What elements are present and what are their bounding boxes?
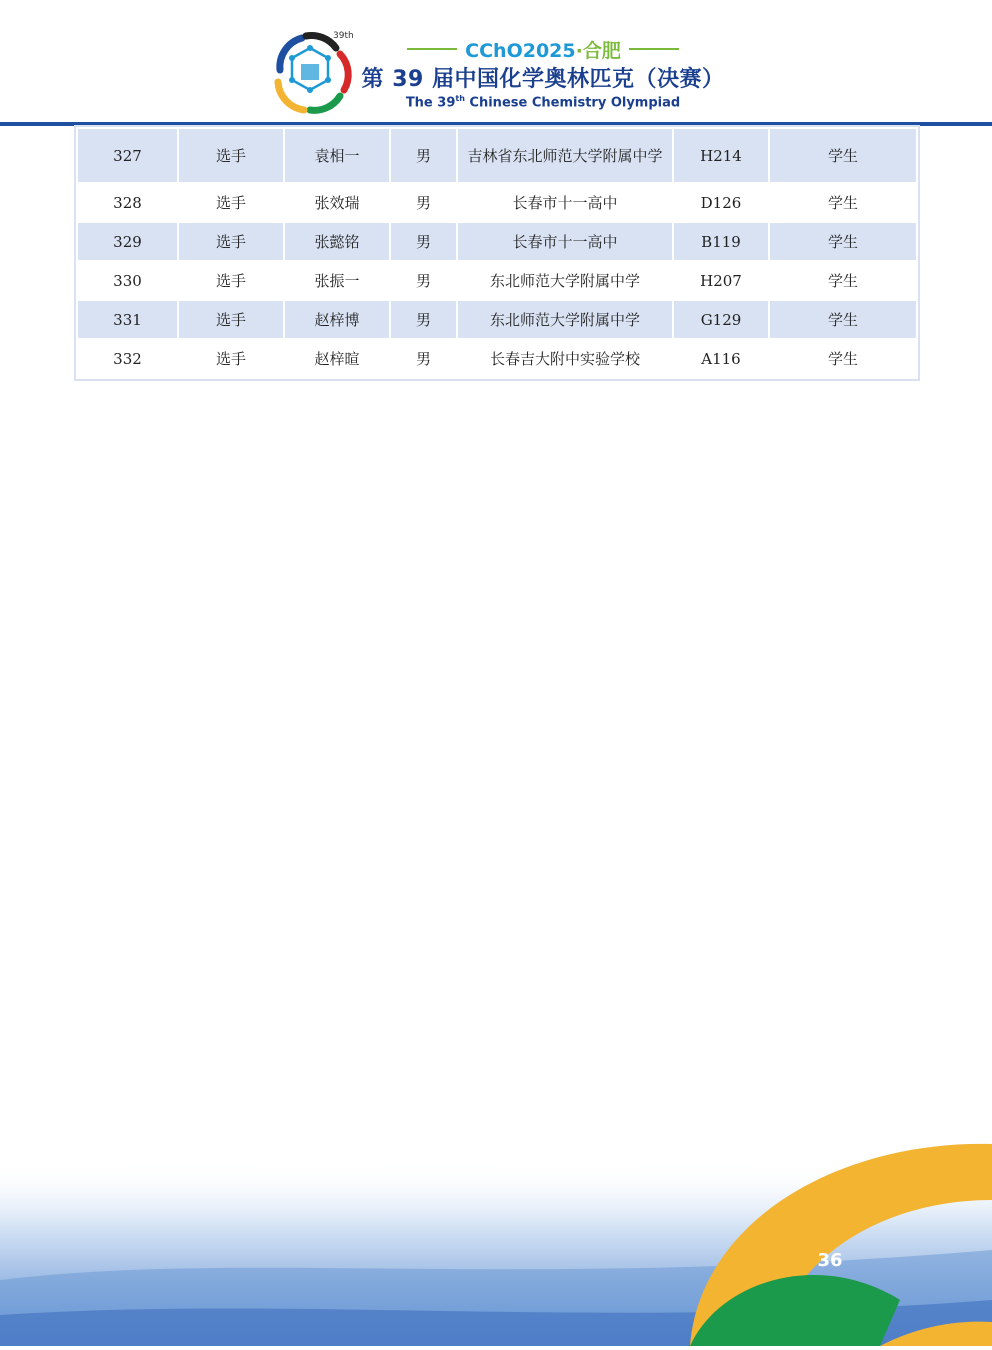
wave-decoration-icon (0, 1130, 992, 1346)
cell-gender: 男 (390, 222, 457, 261)
page-header (0, 0, 992, 128)
cell-type: 学生 (769, 128, 917, 183)
cell-name: 张效瑞 (284, 183, 390, 222)
cell-gender: 男 (390, 261, 457, 300)
cell-role: 选手 (178, 300, 284, 339)
cell-no: 331 (77, 300, 178, 339)
cell-name: 张懿铭 (284, 222, 390, 261)
cell-id: A116 (673, 339, 769, 378)
cell-gender: 男 (390, 183, 457, 222)
cell-school: 吉林省东北师范大学附属中学 (457, 128, 673, 183)
event-code: CChO2025·合肥 (465, 39, 621, 62)
footer-waves (0, 1130, 992, 1346)
event-code-line (396, 36, 690, 62)
logo-edition-label: 39th (333, 31, 354, 41)
cell-type: 学生 (769, 300, 917, 339)
participant-table (76, 127, 918, 379)
event-title-cn: 第 39 届中国化学奥林匹克（决赛） (361, 67, 725, 92)
ccho-logo-icon (266, 30, 354, 116)
cell-role: 选手 (178, 128, 284, 183)
cell-no: 327 (77, 128, 178, 183)
cell-gender: 男 (390, 339, 457, 378)
cell-id: H207 (673, 261, 769, 300)
page-number: 36 (817, 1250, 843, 1271)
cell-no: 330 (77, 261, 178, 300)
cell-school: 长春市十一高中 (457, 183, 673, 222)
event-city: 合肥 (582, 39, 621, 62)
cell-type: 学生 (769, 339, 917, 378)
cell-name: 张振一 (284, 261, 390, 300)
cell-type: 学生 (769, 183, 917, 222)
table-row (77, 339, 917, 378)
table-row (77, 128, 917, 183)
cell-id: B119 (673, 222, 769, 261)
cell-school: 东北师范大学附属中学 (457, 261, 673, 300)
cell-name: 赵梓博 (284, 300, 390, 339)
cell-role: 选手 (178, 261, 284, 300)
cell-school: 长春市十一高中 (457, 222, 673, 261)
table-row (77, 183, 917, 222)
cell-id: G129 (673, 300, 769, 339)
cell-name: 袁相一 (284, 128, 390, 183)
cell-type: 学生 (769, 261, 917, 300)
cell-school: 东北师范大学附属中学 (457, 300, 673, 339)
cell-no: 329 (77, 222, 178, 261)
table-row (77, 222, 917, 261)
cell-name: 赵梓暄 (284, 339, 390, 378)
cell-school: 长春吉大附中实验学校 (457, 339, 673, 378)
cell-no: 328 (77, 183, 178, 222)
cell-id: D126 (673, 183, 769, 222)
cell-role: 选手 (178, 339, 284, 378)
cell-gender: 男 (390, 300, 457, 339)
cell-gender: 男 (390, 128, 457, 183)
table-row (77, 300, 917, 339)
cell-type: 学生 (769, 222, 917, 261)
header-rule (0, 122, 992, 126)
left-dash (407, 48, 457, 50)
cell-no: 332 (77, 339, 178, 378)
cell-id: H214 (673, 128, 769, 183)
cell-role: 选手 (178, 183, 284, 222)
right-dash (629, 48, 679, 50)
event-title-en: The 39th Chinese Chemistry Olympiad (405, 94, 681, 111)
cell-role: 选手 (178, 222, 284, 261)
table-row (77, 261, 917, 300)
